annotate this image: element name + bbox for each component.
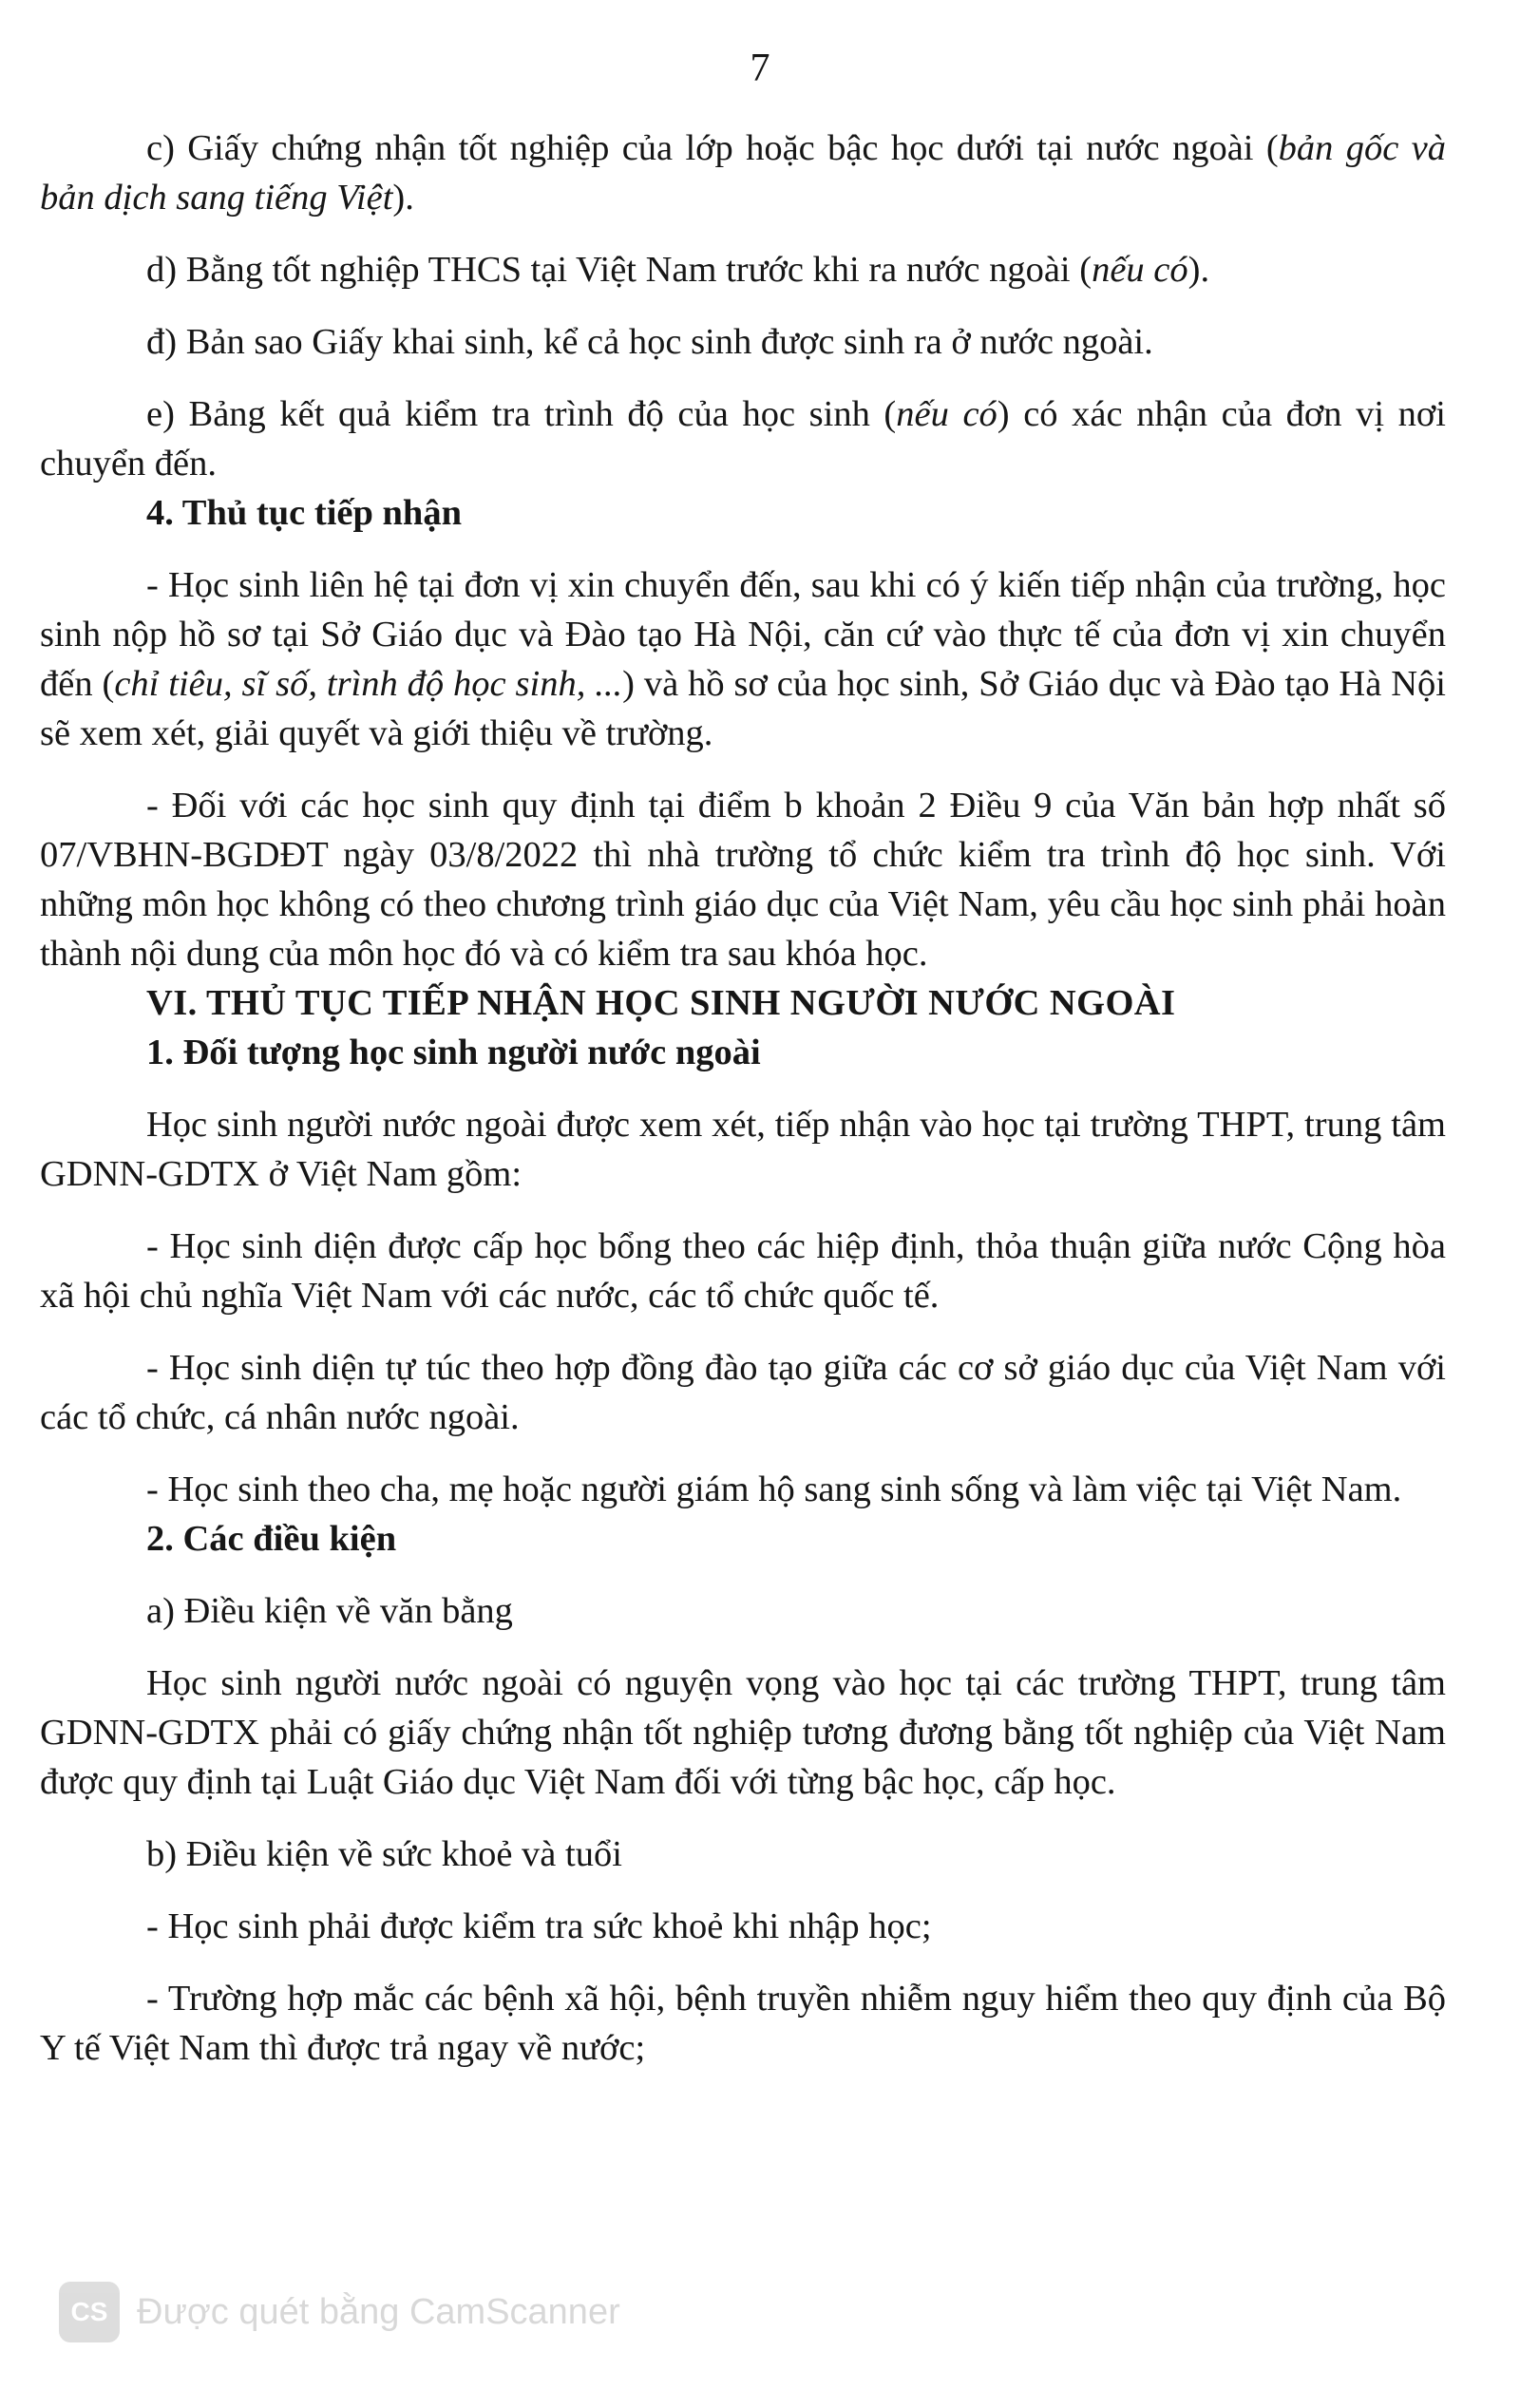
text-run: 1. Đối tượng học sinh người nước ngoài (146, 1033, 761, 1072)
text-run: a) Điều kiện về văn bằng (146, 1591, 513, 1631)
text-run: e) Bảng kết quả kiểm tra trình độ của học sinh ( (146, 394, 897, 434)
text-run: Học sinh người nước ngoài được xem xét, tiếp nhận vào học tại trường THPT, trung tâm GDNN-GDTX ở Việt Nam gồm: (40, 1105, 1446, 1194)
text-run: - Học sinh diện được cấp học bổng theo các hiệp định, thỏa thuận giữa nước Cộng hòa xã hội chủ nghĩa Việt Nam với các nước, các tổ chức quốc tế. (40, 1226, 1446, 1316)
paragraph-10 (40, 1222, 1446, 1320)
italic-text: nếu có (1092, 250, 1188, 290)
text-run: ). (392, 178, 414, 218)
section-heading-7 (40, 978, 1446, 1028)
paragraph-15 (40, 1659, 1446, 1807)
paragraph-16 (40, 1830, 1446, 1879)
text-run: Học sinh người nước ngoài có nguyện vọng vào học tại các trường THPT, trung tâm GDNN-GDTX phải có giấy chứng nhận tốt nghiệp tương đương bằng tốt nghiệp của Việt Nam được quy định tại Luật Giáo dục Việt Nam đối với từng bậc học, cấp học. (40, 1663, 1446, 1802)
text-run: - Học sinh liên hệ tại đơn vị xin chuyển đến, sau khi có ý kiến tiếp nhận của trường, học sinh nộp hồ sơ tại Sở Giáo dục và Đào tạo Hà Nội, căn cứ vào thực tế của đơn vị xin chuyển đến ( (40, 565, 1446, 704)
text-run: - Học sinh diện tự túc theo hợp đồng đào tạo giữa các cơ sở giáo dục của Việt Nam với các tổ chức, cá nhân nước ngoài. (40, 1348, 1446, 1437)
italic-text: nếu có (896, 394, 998, 434)
text-run: d) Bằng tốt nghiệp THCS tại Việt Nam trước khi ra nước ngoài ( (146, 250, 1092, 290)
paragraph-6 (40, 781, 1446, 978)
paragraph-18 (40, 1974, 1446, 2073)
text-run: VI. THỦ TỤC TIẾP NHẬN HỌC SINH NGƯỜI NƯỚC NGOÀI (146, 983, 1176, 1023)
paragraph-11 (40, 1343, 1446, 1442)
section-heading-4 (40, 488, 1446, 538)
text-run: - Đối với các học sinh quy định tại điểm b khoản 2 Điều 9 của Văn bản hợp nhất số 07/VBHN-BGDĐT ngày 03/8/2022 thì nhà trường tổ chức kiểm tra trình độ học sinh. Với những môn học không có theo chương trình giáo dục của Việt Nam, yêu cầu học sinh phải hoàn thành nội dung của môn học đó và có kiểm tra sau khóa học. (40, 786, 1446, 974)
paragraph-17 (40, 1902, 1446, 1951)
text-run: - Trường hợp mắc các bệnh xã hội, bệnh truyền nhiễm nguy hiểm theo quy định của Bộ Y tế Việt Nam thì được trả ngay về nước; (40, 1979, 1446, 2068)
paragraph-0 (40, 123, 1446, 222)
paragraph-9 (40, 1100, 1446, 1199)
text-run: 2. Các điều kiện (146, 1519, 397, 1559)
paragraph-1 (40, 245, 1446, 294)
text-run: ) có xác nhận của đơn vị nơi chuyển đến. (40, 394, 1446, 483)
section-heading-13 (40, 1514, 1446, 1564)
text-run: - Học sinh phải được kiểm tra sức khoẻ khi nhập học; (146, 1906, 932, 1946)
text-run: ) và hồ sơ của học sinh, Sở Giáo dục và Đào tạo Hà Nội sẽ xem xét, giải quyết và giới thiệu về trường. (40, 664, 1446, 753)
italic-text: chỉ tiêu, sĩ số, trình độ học sinh, ... (114, 664, 623, 704)
text-run: - Học sinh theo cha, mẹ hoặc người giám hộ sang sinh sống và làm việc tại Việt Nam. (146, 1469, 1402, 1509)
text-run: 4. Thủ tục tiếp nhận (146, 493, 463, 533)
camscanner-watermark (59, 2282, 620, 2342)
text-run: c) Giấy chứng nhận tốt nghiệp của lớp hoặc bậc học dưới tại nước ngoài ( (146, 128, 1279, 168)
camscanner-logo-icon: CS (59, 2282, 120, 2342)
section-heading-8 (40, 1028, 1446, 1077)
document-body (40, 123, 1446, 2073)
paragraph-3 (40, 389, 1446, 488)
paragraph-12 (40, 1465, 1446, 1514)
paragraph-5 (40, 560, 1446, 758)
watermark-text: Được quét bằng CamScanner (137, 2291, 620, 2332)
page-number: 7 (750, 47, 770, 90)
text-run: đ) Bản sao Giấy khai sinh, kể cả học sinh được sinh ra ở nước ngoài. (146, 322, 1153, 362)
text-run: ). (1188, 250, 1210, 290)
italic-text: bản gốc và bản dịch sang tiếng Việt (40, 128, 1446, 218)
paragraph-14 (40, 1586, 1446, 1636)
paragraph-2 (40, 317, 1446, 367)
text-run: b) Điều kiện về sức khoẻ và tuổi (146, 1834, 622, 1874)
